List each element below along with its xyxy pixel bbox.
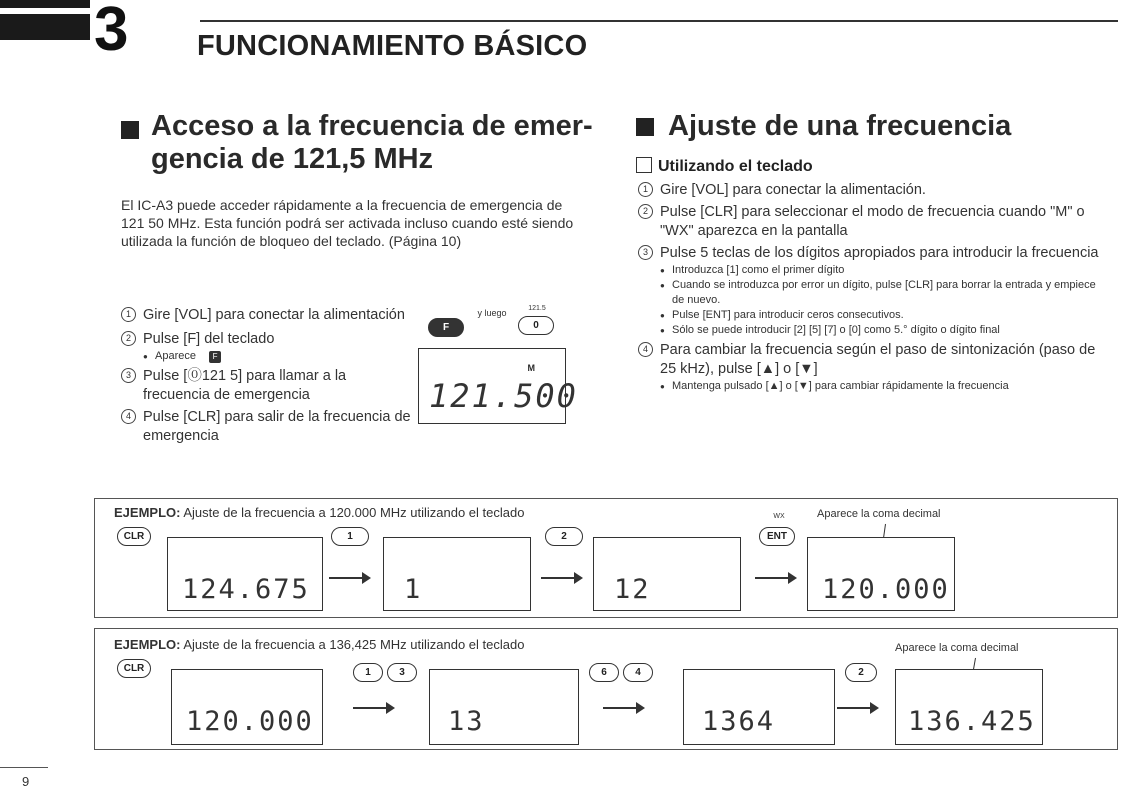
example-1-lcd-3 [593, 537, 741, 611]
key-6[interactable]: 6 [589, 663, 619, 682]
lcd-value: 13 [448, 706, 485, 737]
step-number: 3 [121, 368, 136, 383]
arrow-icon [603, 707, 643, 709]
lcd-value: 1364 [702, 706, 776, 737]
step-text: Pulse 5 teclas de los dígitos apropiados para introducir la frecuencia [660, 245, 1099, 261]
section-bullet-right [636, 118, 654, 136]
step-text: Pulse [⓪121 5] para llamar a la frecuencia de emergencia [143, 368, 347, 403]
example-1-label-bold: EJEMPLO: [114, 505, 181, 520]
step-number: 1 [638, 182, 653, 197]
step-number: 4 [638, 342, 653, 357]
example-1-lcd-4 [807, 537, 955, 611]
step-text: Pulse [CLR] para seleccionar el modo de frecuencia cuando "M" o "WX" aparezca en la pantalla [660, 204, 1085, 239]
step-number: 3 [638, 245, 653, 260]
example-1-lcd-1 [167, 537, 323, 611]
example-2-lcd-4 [895, 669, 1043, 745]
lcd-value: 120.000 [186, 706, 314, 737]
lcd-value: 124.675 [182, 574, 310, 605]
section-title-line1: Acceso a la frecuencia de emer- [151, 110, 593, 142]
example-2-label-text: Ajuste de la frecuencia a 136,425 MHz utilizando el teclado [180, 637, 525, 652]
f-key[interactable]: F [428, 318, 464, 337]
example-2-box [94, 628, 1118, 750]
example-1-label [114, 505, 524, 520]
chapter-title: FUNCIONAMIENTO BÁSICO [197, 30, 588, 62]
key-1[interactable]: 1 [353, 663, 383, 682]
lcd-value: 136.425 [908, 706, 1036, 737]
intro-paragraph: El IC-A3 puede acceder rápidamente a la frecuencia de emergencia de 121 50 MHz. Esta función podrá ser activada incluso cuando esté siendo utilizada la función de bloqueo del teclado. (Página 10) [121, 197, 574, 249]
right-steps [638, 181, 1104, 394]
arrow-icon [755, 577, 795, 579]
example-1-note: Aparece la coma decimal [817, 508, 941, 520]
key-0-top-label: 121.5 [528, 305, 546, 312]
left-step-4 [121, 408, 411, 446]
key-2[interactable]: 2 [845, 663, 877, 682]
lcd-value: 120.000 [822, 574, 950, 605]
f-indicator-icon: F [209, 351, 221, 363]
key-2[interactable]: 2 [545, 527, 583, 546]
subhead-text: Utilizando el teclado [658, 158, 813, 175]
example-2-note: Aparece la coma decimal [895, 642, 1019, 654]
example-2-lcd-2 [429, 669, 579, 745]
section-title-emergency [151, 110, 593, 176]
right-step-3-note-2: ● Cuando se introduzca por error un dígito, pulse [CLR] para borrar la entrada y empiece de nuevo. [660, 278, 1104, 308]
section-title-frequency: Ajuste de una frecuencia [668, 110, 1012, 142]
right-step-4-note-1: ● Mantenga pulsado [▲] o [▼] para cambiar rápidamente la frecuencia [660, 379, 1104, 394]
key-1[interactable]: 1 [331, 527, 369, 546]
right-step-3-note-4: ● Sólo se puede introducir [2] [5] [7] o [0] como 5.° dígito o dígito final [660, 323, 1104, 338]
arrow-icon [353, 707, 393, 709]
left-step-2 [121, 330, 411, 364]
clr-key[interactable]: CLR [117, 527, 151, 546]
step-text: Gire [VOL] para conectar la alimentación. [660, 182, 926, 198]
key-0[interactable]: 0 [518, 316, 554, 335]
right-step-3-note-3: ● Pulse [ENT] para introducir ceros consecutivos. [660, 308, 1104, 323]
lcd-value: 12 [614, 574, 651, 605]
note-text: Aparece [155, 350, 196, 362]
chapter-tab-top [0, 0, 90, 8]
right-step-2 [638, 203, 1104, 241]
arrow-icon [329, 577, 369, 579]
step-text: Gire [VOL] para conectar la alimentación [143, 307, 405, 323]
step-number: 2 [121, 331, 136, 346]
left-step-2-note [143, 349, 411, 364]
example-1-lcd-2 [383, 537, 531, 611]
key-3[interactable]: 3 [387, 663, 417, 682]
section-title-line2: gencia de 121,5 MHz [151, 143, 434, 175]
left-step-1 [121, 306, 411, 325]
right-step-3 [638, 244, 1104, 338]
example-2-label [114, 637, 524, 652]
chapter-tab [0, 14, 90, 40]
step-number: 2 [638, 204, 653, 219]
lcd-m-flag: M [527, 363, 535, 373]
step-text: Pulse [CLR] para salir de la frecuencia de emergencia [143, 409, 411, 444]
lcd-value: 1 [404, 574, 423, 605]
step-text: Para cambiar la frecuencia según el paso de sintonización (paso de 25 kHz), pulse [▲] o [▼] [660, 342, 1096, 377]
right-step-1 [638, 181, 1104, 200]
emergency-lcd [418, 348, 578, 424]
example-1-label-text: Ajuste de la frecuencia a 120.000 MHz utilizando el teclado [180, 505, 525, 520]
arrow-icon [541, 577, 581, 579]
left-steps [121, 306, 411, 446]
checkbox-icon [636, 157, 652, 173]
step-number: 4 [121, 409, 136, 424]
lcd-value: 121.500 [429, 377, 578, 415]
arrow-icon [837, 707, 877, 709]
ent-key[interactable]: ENT [759, 527, 795, 546]
left-step-3 [121, 367, 411, 405]
step-text: Pulse [F] del teclado [143, 331, 275, 347]
step-number: 1 [121, 307, 136, 322]
example-2-label-bold: EJEMPLO: [114, 637, 181, 652]
header-rule [200, 20, 1118, 22]
example-1-box [94, 498, 1118, 618]
chapter-number: 3 [94, 0, 129, 64]
example-2-lcd-1 [171, 669, 323, 745]
right-step-3-note-1: ● Introduzca [1] como el primer dígito [660, 263, 1104, 278]
section-bullet-left [121, 121, 139, 139]
ent-top-label: WX [773, 513, 785, 520]
subhead-keypad [636, 157, 813, 176]
clr-key[interactable]: CLR [117, 659, 151, 678]
page-number: 9 [22, 774, 30, 789]
page-number-rule [0, 767, 48, 768]
right-step-4 [638, 341, 1104, 394]
example-2-lcd-3 [683, 669, 835, 745]
y-luego-label: y luego [477, 308, 507, 318]
key-4[interactable]: 4 [623, 663, 653, 682]
